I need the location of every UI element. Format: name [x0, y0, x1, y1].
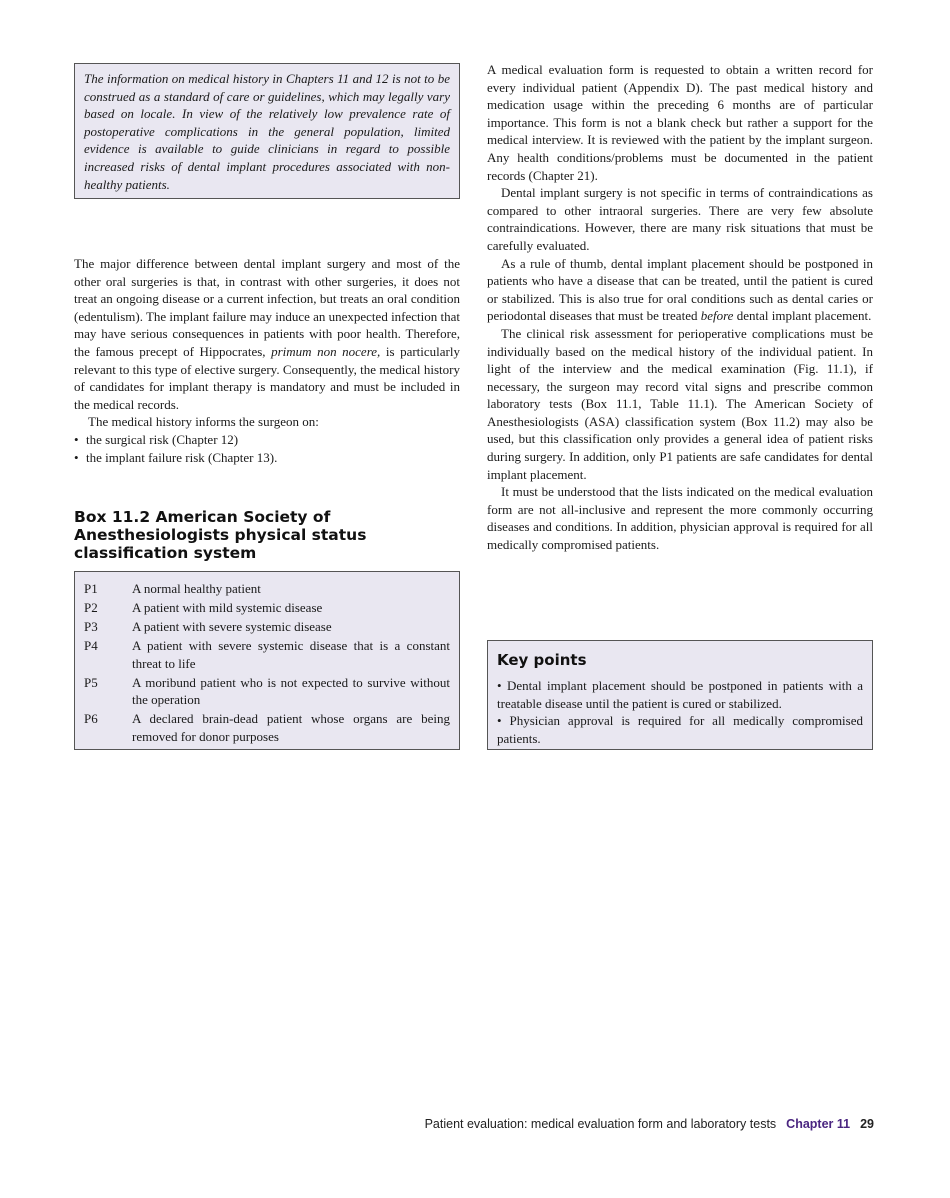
- intro-paragraph: [74, 255, 460, 413]
- table-row: [84, 580, 450, 598]
- contraindications-paragraph: Dental implant surgery is not specific in terms of contraindications as compared to other intraoral surgeries. There are very few absolute contraindications. However, there are many risk situations that must be carefully evaluated.: [487, 185, 873, 253]
- before-emphasis: before: [700, 308, 734, 324]
- key-point-item: • Physician approval is required for all medically compromised patients.: [497, 713, 863, 746]
- rule-part2: dental implant placement.: [733, 308, 872, 324]
- box-title: Box 11.2 American Society of Anesthesiologists physical status classification system: [74, 508, 367, 562]
- medical-history-lead: The medical history informs the surgeon on:: [88, 414, 319, 430]
- table-row: [84, 618, 450, 636]
- key-point-item: • Dental implant placement should be postponed in patients with a treatable disease until the patient is cured or stabilized.: [497, 678, 863, 711]
- left-column-body: [74, 255, 460, 466]
- asa-classification-box: [74, 571, 460, 750]
- risk-list: [74, 431, 460, 466]
- right-column-body: [487, 61, 873, 554]
- intro-paragraph-part1: The major difference between dental implant surgery and most of the other oral surgeries is that, in contrast with other surgeries, it does not treat an ongoing disease or a current infection, but treats an oral condition (edentulism). The implant failure may induce an unexpected infection that may have serious consequences in patients with poor health. Therefore, the famous precept of Hippocrates,: [74, 256, 461, 359]
- hippocrates-quote: primum non nocere,: [271, 343, 381, 359]
- key-point-text: Dental implant placement should be postponed in patients with a treatable disease until the patient is cured or stabilized.: [497, 678, 863, 711]
- asa-description: A patient with mild systemic disease: [132, 599, 323, 615]
- list-item-text: the implant failure risk (Chapter 13).: [86, 449, 278, 465]
- asa-description: A patient with severe systemic disease: [132, 618, 332, 634]
- key-points-box: [487, 640, 873, 750]
- disclaimer-box: [74, 63, 460, 199]
- asa-code: P3: [84, 618, 98, 634]
- asa-code: P5: [84, 674, 98, 690]
- rule-of-thumb-paragraph: [487, 255, 873, 325]
- asa-code: P4: [84, 637, 98, 653]
- risk-assessment-paragraph: The clinical risk assessment for perioperative complications must be individually based on the medical history of the individual patient. In light of the interview and the medical examination (Fig. 11.1), if necessary, the surgeon may record vital signs and prescribe common laboratory tests (Box 11.1, Table 11.1). The American Society of Anesthesiologists (ASA) classification system (Box 11.2) may also be used, but this classification only provides a general idea of patient risks during surgery. In addition, only P1 patients are safe candidates for dental implant placement.: [487, 325, 873, 482]
- running-title: Patient evaluation: medical evaluation form and laboratory tests: [424, 1117, 777, 1131]
- list-item-text: the surgical risk (Chapter 12): [86, 431, 239, 447]
- evaluation-form-paragraph: A medical evaluation form is requested to obtain a written record for every individual patient (Appendix D). The past medical history and medication usage within the preceding 6 months are of particular importance. This form is not a blank check but rather a support for the medical interview. It is reviewed with the patient by the implant surgeon. Any health conditions/problems must be documented in the patient records (Chapter 21).: [487, 62, 873, 183]
- physician-approval-paragraph: It must be understood that the lists indicated on the medical evaluation form are not all-inclusive and represent the more commonly occurring diseases and conditions. In addition, physician approval is required for all medically compromised patients.: [487, 484, 873, 553]
- key-point-text: Physician approval is required for all medically compromised patients.: [497, 713, 863, 746]
- chapter-label: Chapter 11: [786, 1117, 851, 1131]
- key-points-title: Key points: [497, 651, 587, 669]
- page-footer: [0, 1117, 874, 1131]
- asa-description: A declared brain-dead patient whose organs are being removed for donor purposes: [132, 711, 450, 744]
- asa-code: P6: [84, 711, 98, 727]
- list-item: • the implant failure risk (Chapter 13).: [74, 449, 278, 465]
- asa-description: A normal healthy patient: [132, 581, 261, 596]
- intro-paragraph-part2: is particularly relevant to this type of elective surgery. Consequently, the medical history of candidates for implant therapy is mandatory and must be included in the medical records.: [74, 343, 460, 412]
- table-row: [84, 710, 450, 745]
- disclaimer-text: The information on medical history in Chapters 11 and 12 is not to be construed as a standard of care or guidelines, which may legally vary based on locale. In view of the relatively low prevalence rate of postoperative complications in the general population, limited evidence is available to guide clinicians in regard to possible increased risks of dental implant procedures associated with non-healthy patients.: [84, 71, 450, 192]
- table-row: [84, 674, 450, 709]
- table-row: [84, 637, 450, 672]
- list-item: • the surgical risk (Chapter 12): [74, 431, 239, 447]
- asa-code: P2: [84, 599, 98, 615]
- asa-code: P1: [84, 581, 98, 596]
- page-number: 29: [860, 1117, 874, 1131]
- rule-part1: As a rule of thumb, dental implant placement should be postponed in patients who have a disease that can be treated, until the patient is cured or stabilized. This is also true for oral conditions such as dental caries or periodontal diseases that must be treated: [487, 255, 873, 324]
- table-row: [84, 599, 450, 617]
- asa-description: A moribund patient who is not expected to survive without the operation: [132, 674, 450, 708]
- asa-description: A patient with severe systemic disease that is a constant threat to life: [132, 637, 450, 671]
